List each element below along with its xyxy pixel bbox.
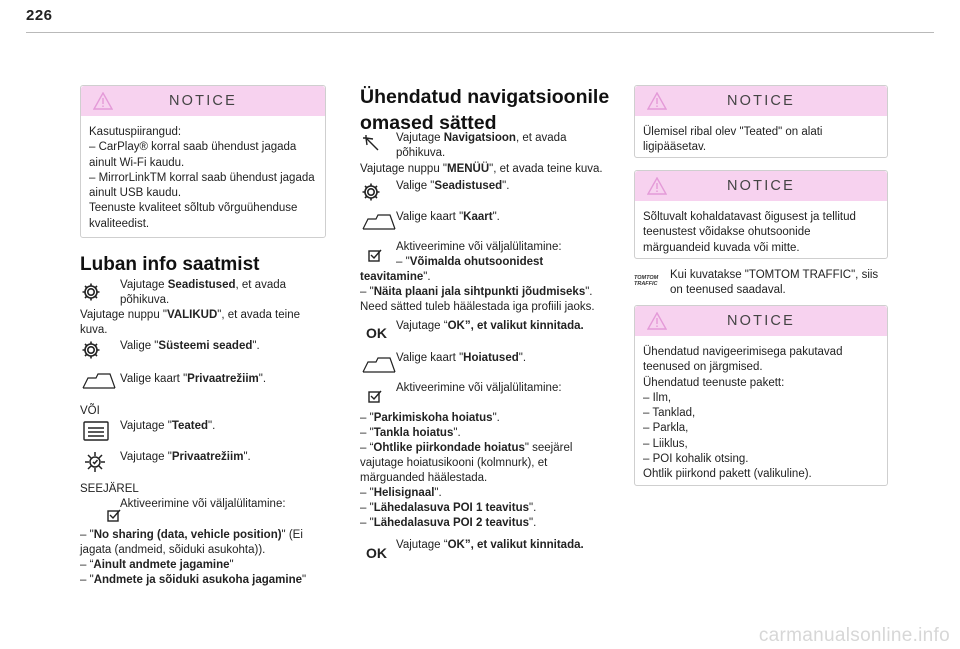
warning-triangle-icon [647, 177, 667, 195]
alerts-options-list [360, 411, 620, 531]
watermark: carmanualsonline.info [758, 625, 950, 646]
notice-title: NOTICE [727, 312, 795, 329]
notice-body [635, 336, 887, 490]
step-open-settings: Vajutage Seadistused, et avada põhikuva. [120, 279, 287, 306]
notice-line: Kasutuspiirangud: [89, 126, 182, 138]
notice-body [635, 201, 887, 263]
notice-header [635, 86, 887, 116]
step-privacy-mode: Vajutage "Privaatrežiim". [120, 451, 251, 463]
option-poi1-alert: – "Lähedalasuva POI 1 teavitus". [360, 502, 537, 514]
tomtom-info: Kui kuvatakse "TOMTOM TRAFFIC", siis on teenused saadaval. [670, 269, 879, 296]
step-confirm-ok: Vajutage “OK”, et valikut kinnitada. [396, 320, 584, 332]
step-activate: Aktiveerimine või väljalülitamine: [120, 498, 286, 510]
checkbox-toggle-icon [368, 389, 382, 403]
notice-line: – Parkla, [643, 422, 689, 435]
notice-line: ligipääsetav. [643, 141, 707, 154]
or-label: VÕI [80, 405, 100, 417]
option-danger-zone-alert: – “Ohtlike piirkondade hoiatus" seejärel [360, 442, 573, 454]
option-danger-zone-alert-cont: vajutage hoiatusikooni (kolmnurk), et [360, 457, 548, 469]
ok-icon: OK [366, 545, 387, 561]
settings-gear-icon [360, 181, 382, 203]
notice-line: Ühendatud navigeerimisega pakutavad [643, 346, 843, 358]
notice-title: NOTICE [727, 92, 795, 109]
tomtom-traffic-logo: TOMTOM TRAFFIC [634, 275, 659, 287]
options-list-sharing [80, 528, 332, 588]
option-poi2-alert: – "Lähedalasuva POI 2 teavitus". [360, 517, 537, 529]
option-no-sharing: – "No sharing (data, vehicle position)" (Ei [80, 529, 303, 541]
step-activate-alerts: Aktiveerimine või väljalülitamine: [396, 382, 562, 394]
notice-line: teenused on järgmised. [643, 361, 763, 374]
notice-line: ainult Wi-Fi kaudu. [89, 156, 185, 169]
option-danger-zone-alert-cont2: märguanded häälestada. [360, 472, 488, 484]
notice-header [635, 171, 887, 201]
tab-card-icon [362, 213, 396, 231]
system-settings-gear-icon [80, 339, 102, 361]
notice-body [635, 116, 887, 163]
option-sound-signal: – "Helisignaal". [360, 487, 442, 499]
tab-card-icon [362, 356, 396, 374]
warning-triangle-icon [647, 312, 667, 330]
notice-header [81, 86, 325, 116]
option-no-sharing-cont: jagata (andmeid, sõiduki asukohta)). [80, 544, 266, 556]
option-data-and-position: – "Andmete ja sõiduki asukoha jagamine" [80, 574, 307, 586]
option-danger-zones: – "Võimalda ohutsoonidest [396, 256, 544, 268]
step-map-tab: Valige kaart "Kaart". [396, 211, 500, 223]
tab-card-icon [82, 372, 116, 390]
step-system-settings: Valige "Süsteemi seaded". [120, 340, 260, 352]
notice-line: märguandeid kuvada või mitte. [643, 241, 800, 254]
option-walking-plan: – "Näita plaani jala sihtpunkti jõudmiseks". [360, 286, 593, 298]
notice-line: – Ilm, [643, 391, 672, 404]
map-options-list [360, 255, 620, 315]
step-confirm-ok-2: Vajutage “OK”, et valikut kinnitada. [396, 539, 584, 551]
notice-line: – MirrorLinkTM korral saab ühendust jagada [89, 171, 315, 184]
step-alerts-tab: Valige kaart "Hoiatused". [396, 352, 527, 364]
section-heading-send-info: Luban info saatmist [80, 254, 260, 275]
notice-header [635, 306, 887, 336]
settings-gear-icon [80, 281, 102, 303]
profile-note: Need sätted tuleb häälestada iga profiili jaoks. [360, 301, 595, 313]
page-number: 226 [26, 7, 53, 24]
option-data-only: – “Ainult andmete jagamine" [80, 559, 234, 571]
notice-box-legal [634, 170, 888, 259]
notice-line: kvaliteedist. [89, 217, 150, 230]
checkbox-toggle-icon [107, 508, 121, 522]
notice-box-usage-limits [80, 85, 326, 238]
notice-line: Ühendatud teenuste pakett: [643, 376, 785, 389]
notice-line: Ohtlik piirkond pakett (valikuline). [643, 468, 812, 481]
notice-line: Ülemisel ribal olev "Teated" on alati [643, 126, 823, 138]
step-navigation: Vajutage Navigatsioon, et avada põhikuva. [396, 132, 567, 159]
step-privacy-tab: Valige kaart "Privaatrežiim". [120, 373, 267, 385]
notice-line: teenustest võidakse ohutsoonide [643, 226, 811, 239]
section-heading-connected-nav: Ühendatud navigatsioonile omased sätted [360, 86, 610, 134]
notifications-list-icon [82, 420, 110, 442]
option-danger-zones-cont: teavitamine". [360, 271, 431, 283]
notice-line: – Liiklus, [643, 437, 688, 450]
notice-title: NOTICE [169, 92, 237, 109]
header-rule [26, 32, 934, 33]
notice-line: – Tanklad, [643, 407, 696, 420]
privacy-mode-icon [82, 449, 108, 475]
warning-triangle-icon [93, 92, 113, 110]
step-options-button: Vajutage nuppu "VALIKUD", et avada teine kuva. [80, 309, 300, 336]
step-menu: Vajutage nuppu "MENÜÜ", et avada teine kuva. [360, 163, 603, 175]
notice-line: – CarPlay® korral saab ühendust jagada [89, 141, 297, 154]
step-notifications: Vajutage "Teated". [120, 420, 216, 432]
notice-body [81, 116, 325, 239]
notice-line: Sõltuvalt kohaldatavast õigusest ja tellitud [643, 211, 856, 223]
notice-title: NOTICE [727, 177, 795, 194]
notice-box-services [634, 305, 888, 486]
option-fuel-alert: – "Tankla hoiatus". [360, 427, 461, 439]
notice-box-top-bar [634, 85, 888, 158]
option-parking-alert: – "Parkimiskoha hoiatus". [360, 412, 500, 424]
notice-line: – POI kohalik otsing. [643, 453, 749, 466]
warning-triangle-icon [647, 92, 667, 110]
navigation-arrow-icon [362, 134, 382, 154]
notice-line: ainult USB kaudu. [89, 187, 182, 200]
step-activate-map-options: Aktiveerimine või väljalülitamine: [396, 241, 562, 253]
then-label: SEEJÄREL [80, 483, 139, 495]
notice-line: Teenuste kvaliteet sõltub võrguühenduse [89, 202, 298, 215]
step-settings: Valige "Seadistused". [396, 180, 510, 192]
ok-icon: OK [366, 325, 387, 341]
